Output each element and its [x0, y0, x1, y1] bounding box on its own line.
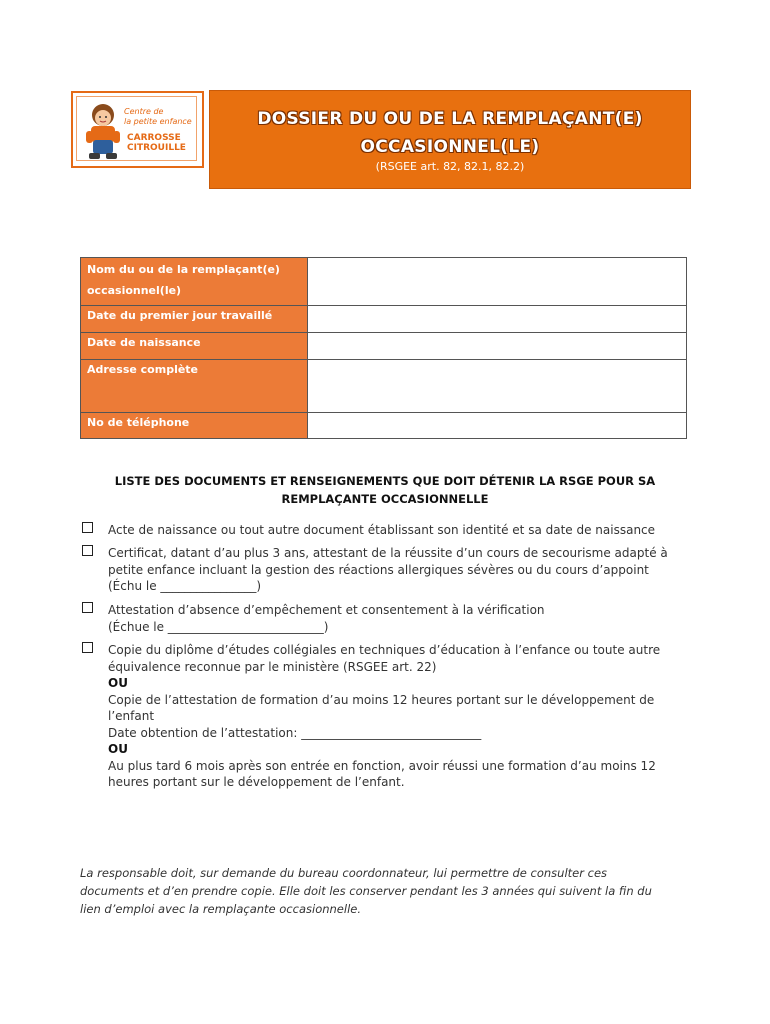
item-line: Copie du diplôme d’études collégiales en techniques d’éducation à l’enfance ou toute autre — [108, 643, 661, 657]
item-text — [108, 545, 668, 595]
item-line: Au plus tard 6 mois après son entrée en fonction, avoir réussi une formation d’au moins 12 — [108, 758, 656, 773]
item-line: (Échue le __________________________) — [108, 619, 329, 634]
page-subtitle: (RSGEE art. 82, 82.1, 82.2) — [375, 160, 525, 173]
logo-brand2: CITROUILLE — [127, 143, 186, 153]
or-separator: OU — [108, 676, 128, 690]
logo — [71, 91, 204, 168]
item-line: (Échu le ________________) — [108, 579, 262, 593]
footer-line: documents et d’en prendre copie. Elle doit les conserver pendant les 3 années qui suivent la fin du — [80, 884, 652, 898]
item-line: Copie de l’attestation de formation d’au moins 12 heures portant sur le développement de — [108, 692, 655, 707]
item-text — [108, 522, 668, 539]
phone-field[interactable] — [308, 413, 687, 439]
form-row-birthdate — [81, 333, 687, 360]
name-field[interactable] — [308, 258, 687, 306]
section-title-line2: REMPLAÇANTE OCCASIONNELLE — [281, 492, 489, 506]
checkbox[interactable] — [82, 522, 93, 533]
item-line: heures portant sur le développement de l’enfant. — [108, 775, 405, 789]
checkbox[interactable] — [82, 642, 93, 653]
item-line: Attestation d’absence d’empêchement et consentement à la vérification — [108, 603, 545, 617]
footer-line: lien d’emploi avec la remplaçante occasionnelle. — [80, 902, 361, 916]
checkbox[interactable] — [82, 545, 93, 556]
item-line: petite enfance incluant la gestion des réactions allergiques sévères ou du cours d’appoint — [108, 562, 649, 577]
form-label-name — [81, 258, 308, 306]
child-illustration-icon — [83, 103, 123, 161]
item-text — [108, 602, 668, 635]
address-field[interactable] — [308, 360, 687, 413]
item-line: Date obtention de l’attestation: ______________________________ — [108, 725, 482, 740]
page-title: DOSSIER DU OU DE LA REMPLAÇANT(E) — [257, 109, 643, 129]
form-label-name-line1: Nom du ou de la remplaçant(e) — [87, 263, 280, 276]
item-line: l’enfant — [108, 709, 155, 723]
form-row-phone — [81, 413, 687, 439]
form-label-birthdate: Date de naissance — [81, 333, 308, 360]
info-form — [80, 257, 687, 439]
form-row-name — [81, 258, 687, 306]
form-label-address: Adresse complète — [81, 360, 308, 413]
form-label-first-day: Date du premier jour travaillé — [81, 306, 308, 333]
section-title-line1: LISTE DES DOCUMENTS ET RENSEIGNEMENTS QUE DOIT DÉTENIR LA RSGE POUR SA — [114, 474, 656, 488]
form-row-address — [81, 360, 687, 413]
item-text — [108, 642, 668, 791]
birthdate-field[interactable] — [308, 333, 687, 360]
form-label-name-line2: occasionnel(le) — [87, 284, 182, 297]
document-header — [209, 90, 691, 189]
checkbox[interactable] — [82, 602, 93, 613]
form-row-first-day — [81, 306, 687, 333]
logo-brand — [127, 133, 186, 153]
logo-line2: la petite enfance — [124, 117, 192, 126]
item-line: équivalence reconnue par le ministère (RSGEE art. 22) — [108, 659, 437, 674]
footer-note — [80, 864, 690, 918]
page-title-line2: OCCASIONNEL(LE) — [360, 137, 540, 157]
logo-frame — [76, 96, 197, 161]
logo-brand1: CARROSSE — [127, 133, 181, 143]
first-day-field[interactable] — [308, 306, 687, 333]
footer-line: La responsable doit, sur demande du bureau coordonnateur, lui permettre de consulter ces — [80, 866, 608, 880]
item-line: Acte de naissance ou tout autre document établissant son identité et sa date de naissance — [108, 523, 656, 537]
logo-tagline — [124, 107, 192, 127]
logo-line1: Centre de — [124, 107, 164, 116]
item-line: Certificat, datant d’au plus 3 ans, attestant de la réussite d’un cours de secourisme adapté à — [108, 546, 668, 560]
or-separator: OU — [108, 742, 128, 756]
form-label-phone: No de téléphone — [81, 413, 308, 439]
section-title — [90, 472, 680, 508]
